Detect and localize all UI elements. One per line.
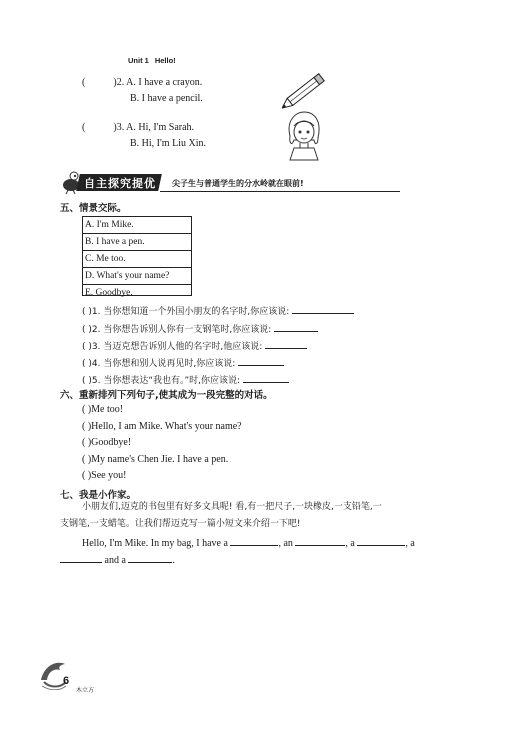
unit-title: Hello! (154, 56, 176, 65)
answer-blank[interactable] (60, 553, 102, 563)
writing-line-2: and a . (60, 553, 175, 566)
scenario-question: ( )3. 当迈克想告诉别人他的名字时,他应该说: (82, 339, 307, 352)
paren-open: ( (82, 122, 86, 133)
scenario-question: ( )4. 当你想和别人说再见时,你应该说: (82, 356, 284, 369)
question-number: 2. (116, 77, 125, 88)
prompt-line-2: 支钢笔,一支蜡笔。让我们帮迈克写一篇小短文来介绍一下吧! (60, 519, 301, 529)
scenario-question: ( )2. 当你想告诉别人你有一支钢笔时,你应该说: (82, 322, 318, 335)
dialogue-item: ( )See you! (82, 470, 127, 481)
prompt-line-1: 小朋友们,迈克的书包里有好多文具呢! 看,有一把尺子,一块橡皮,一支铅笔,一 (82, 502, 382, 512)
banner-title: 自主探究提优 (84, 177, 156, 190)
option-item: E. Goodbye. (85, 288, 133, 298)
answer-blank[interactable] (295, 536, 345, 546)
question-3-line-a (82, 122, 194, 133)
publisher-brand: 木立方 (76, 687, 95, 694)
section-6-title: 六、重新排列下列句子,使其成为一段完整的对话。 (60, 390, 273, 401)
answer-blank[interactable] (243, 373, 289, 383)
section-banner (60, 170, 390, 194)
paren-open: ( (82, 77, 86, 88)
answer-blank[interactable] (230, 536, 278, 546)
dialogue-item: ( )My name's Chen Jie. I have a pen. (82, 454, 229, 465)
option-b: B. Hi, I'm Liu Xin. (130, 138, 206, 149)
options-box (82, 216, 192, 296)
section-5-title: 五、情景交际。 (60, 203, 127, 214)
option-item: D. What's your name? (83, 268, 191, 285)
scenario-question: ( )1. 当你想知道一个外国小朋友的名字时,你应该说: (82, 304, 354, 317)
dialogue-item: ( )Goodbye! (82, 437, 132, 448)
option-b: B. I have a pencil. (130, 93, 203, 104)
answer-blank[interactable] (265, 339, 307, 349)
option-a: A. I have a crayon. (126, 77, 203, 88)
paren-close: ) (113, 77, 117, 88)
answer-blank[interactable] (128, 553, 172, 563)
option-item: B. I have a pen. (83, 234, 191, 251)
question-2-line-a (82, 77, 202, 88)
answer-blank[interactable] (238, 356, 284, 366)
girl-icon (282, 110, 326, 162)
unit-label: Unit 1 (128, 56, 149, 65)
answer-blank[interactable] (357, 536, 405, 546)
banner-subtitle: 尖子生与普通学生的分水岭就在眼前! (172, 179, 304, 188)
pencil-icon (282, 70, 330, 110)
dialogue-item: ( )Hello, I am Mike. What's your name? (82, 421, 242, 432)
section-7-title: 七、我是小作家。 (60, 490, 137, 501)
scenario-question: ( )5. 当你想表达“我也有。”时,你应该说: (82, 373, 289, 386)
option-a: A. Hi, I'm Sarah. (126, 122, 195, 133)
question-number: 3. (116, 122, 125, 133)
paren-close: ) (113, 122, 117, 133)
dialogue-item: ( )Me too! (82, 404, 124, 415)
option-item: C. Me too. (83, 251, 191, 268)
answer-blank[interactable] (274, 322, 318, 332)
option-item: A. I'm Mike. (83, 217, 191, 234)
page-number: 6 (63, 675, 70, 687)
answer-blank[interactable] (292, 304, 354, 314)
writing-line-1: Hello, I'm Mike. In my bag, I have a , an , a , a (82, 538, 415, 549)
unit-header (128, 56, 176, 65)
